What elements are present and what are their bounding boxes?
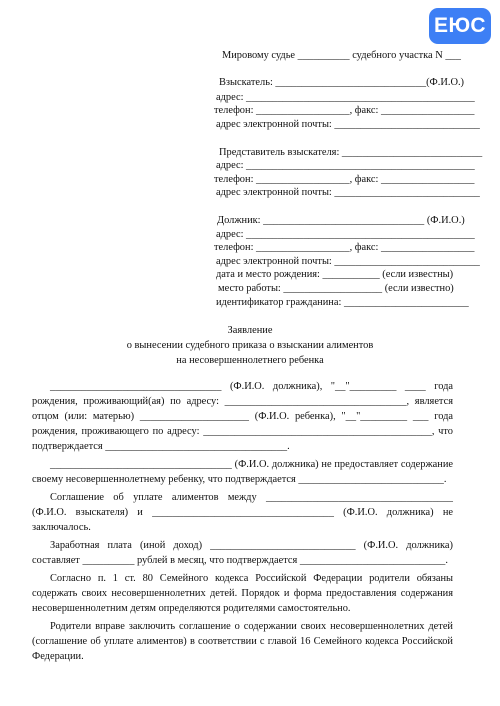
document-title: Заявление [227, 325, 273, 336]
representative-address-line: адрес: ____________________________________________ [216, 160, 475, 171]
debtor-birth-line: дата и место рождения: ___________ (если известны) [216, 269, 454, 280]
representative-line: Представитель взыскателя: ___________________________ [219, 147, 483, 158]
paragraph-agreement-right: Родители вправе заключить соглашение о содержании своих несовершеннолетних детей (соглашение об уплате алиментов) в соответствии с главой 16 Семейного кодекса Российской Федерации. [32, 621, 453, 662]
debtor-name-line: Должник: _______________________________ (Ф.И.О.) [217, 215, 465, 226]
brand-logo: ЕЮС [429, 8, 491, 44]
document-subtitle-1: о вынесении судебного приказа о взыскании алиментов [126, 340, 374, 351]
document-subtitle-2: на несовершеннолетнего ребенка [176, 355, 324, 366]
paragraph-debtor-parentage: _________________________________ (Ф.И.О. должника), "__"_________ ____ года рождения, проживающий(ая) по адресу: ___________________________________, является отцом (или: матерью) _____________________ (Ф.И.О. ребенка), "__"_________ ___ года рождения, проживающего по адресу: ____________________________________________, что подтверждается ___________________________________. [32, 381, 453, 452]
claimant-email-line: адрес электронной почты: ____________________________ [216, 119, 480, 130]
representative-email-line: адрес электронной почты: ____________________________ [216, 187, 480, 198]
paragraph-law-article-80: Согласно п. 1 ст. 80 Семейного кодекса Российской Федерации родители обязаны содержать своих несовершеннолетних детей. Порядок и форма предоставления содержания несовершеннолетним детям определяются родителями самостоятельно. [32, 573, 453, 614]
paragraph-income: Заработная плата (иной доход) ____________________________ (Ф.И.О. должника) составляет __________ рублей в месяц, что подтверждается ____________________________. [32, 540, 453, 566]
paragraph-no-agreement: Соглашение об уплате алиментов между ____________________________________ (Ф.И.О. взыскателя) и ___________________________________ (Ф.И.О. должника) не заключалось. [32, 492, 453, 533]
debtor-email-line: адрес электронной почты: ____________________________ [216, 256, 480, 267]
court-line: Мировому судье __________ судебного участка N ___ [222, 50, 461, 61]
claimant-name-line: Взыскатель: _____________________________(Ф.И.О.) [219, 77, 465, 88]
debtor-work-line: место работы: ___________________ (если известно) [218, 283, 454, 294]
paragraph-no-support: ___________________________________ (Ф.И.О. должника) не предоставляет содержание своему несовершеннолетнему ребенку, что подтверждается ____________________________. [32, 459, 453, 485]
claimant-address-line: адрес: ____________________________________________ [216, 92, 475, 103]
claimant-phone-line: телефон: __________________, факс: __________________ [214, 105, 475, 116]
debtor-address-line: адрес: ____________________________________________ [216, 229, 475, 240]
debtor-id-line: идентификатор гражданина: ________________________ [216, 297, 469, 308]
representative-phone-line: телефон: __________________, факс: __________________ [214, 174, 475, 185]
statement-body [32, 379, 453, 664]
debtor-phone-line: телефон: __________________, факс: __________________ [214, 242, 475, 253]
